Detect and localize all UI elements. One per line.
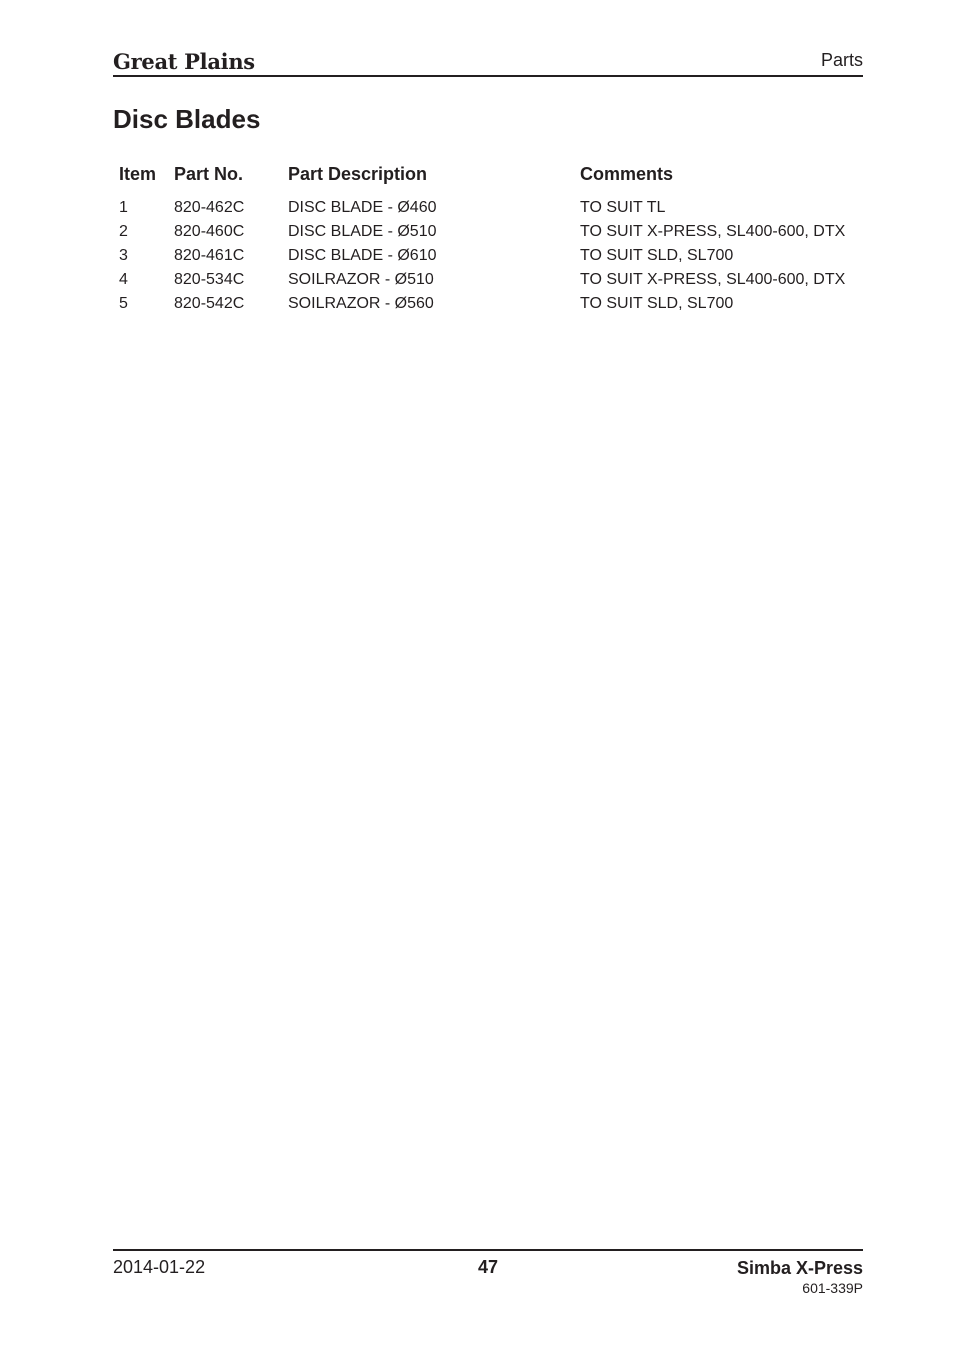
comment-cell: TO SUIT SLD, SL700: [580, 295, 734, 312]
table-row: [113, 220, 863, 244]
table-row: [113, 244, 863, 268]
page-title: Disc Blades: [113, 104, 261, 134]
part-number-cell: 820-462C: [174, 199, 245, 216]
table-row: [113, 292, 863, 316]
brand-logo: Great Plains: [113, 49, 255, 74]
page-header: [113, 46, 863, 77]
column-header-part-no: Part No.: [174, 163, 244, 184]
footer-model-name: Simba X-Press: [736, 1258, 863, 1278]
description-cell: DISC BLADE - Ø460: [288, 199, 437, 216]
column-header-description: Part Description: [288, 163, 428, 184]
item-cell: 1: [119, 199, 128, 216]
table-header-row: [113, 158, 863, 196]
footer-document-number: 601-339P: [802, 1280, 863, 1296]
part-number-cell: 820-460C: [174, 223, 245, 240]
description-cell: SOILRAZOR - Ø560: [288, 295, 434, 312]
description-cell: SOILRAZOR - Ø510: [288, 271, 434, 288]
column-header-comments: Comments: [580, 163, 674, 184]
table-row: [113, 268, 863, 292]
item-cell: 3: [119, 247, 128, 264]
description-cell: DISC BLADE - Ø610: [288, 247, 437, 264]
page-number: 47: [477, 1257, 499, 1277]
comment-cell: TO SUIT TL: [580, 199, 666, 216]
table-row: [113, 196, 863, 220]
item-cell: 5: [119, 295, 128, 312]
part-number-cell: 820-534C: [174, 271, 245, 288]
footer-date: 2014-01-22: [113, 1257, 206, 1277]
part-number-cell: 820-542C: [174, 295, 245, 312]
parts-table: [113, 158, 863, 316]
column-header-item: Item: [119, 163, 157, 184]
description-cell: DISC BLADE - Ø510: [288, 223, 437, 240]
comment-cell: TO SUIT X-PRESS, SL400-600, DTX: [580, 271, 846, 288]
comment-cell: TO SUIT SLD, SL700: [580, 247, 734, 264]
section-label: Parts: [820, 50, 863, 70]
part-number-cell: 820-461C: [174, 247, 245, 264]
item-cell: 2: [119, 223, 128, 240]
page-footer: [113, 1249, 863, 1301]
comment-cell: TO SUIT X-PRESS, SL400-600, DTX: [580, 223, 846, 240]
item-cell: 4: [119, 271, 128, 288]
